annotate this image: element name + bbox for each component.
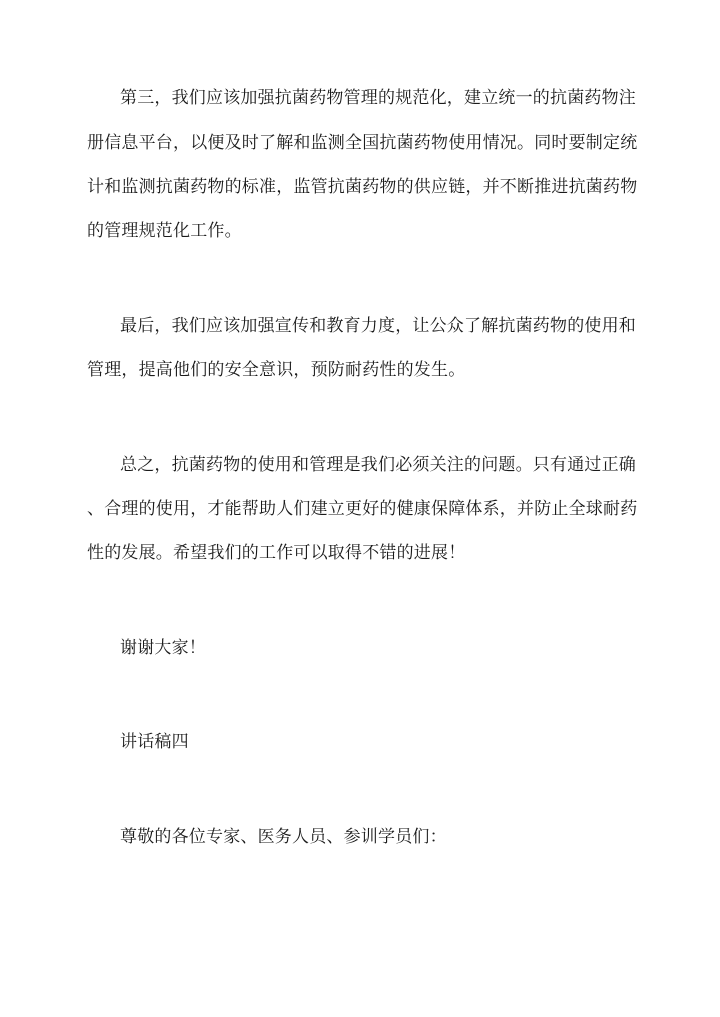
text-line: 性的发展。希望我们的工作可以取得不错的进展！ <box>87 543 466 563</box>
text-line: 谢谢大家！ <box>120 638 206 658</box>
text-line: 尊敬的各位专家、医务人员、参训学员们： <box>120 827 447 847</box>
text-line: 计和监测抗菌药物的标准，监管抗菌药物的供应链，并不断推进抗菌药物 <box>87 177 638 197</box>
text-line: 册信息平台，以便及时了解和监测全国抗菌药物使用情况。同时要制定统 <box>87 133 638 153</box>
text-line: 管理，提高他们的安全意识，预防耐药性的发生。 <box>87 360 466 380</box>
text-line: 、合理的使用，才能帮助人们建立更好的健康保障体系，并防止全球耐药 <box>87 499 638 519</box>
text-line: 最后，我们应该加强宣传和教育力度，让公众了解抗菌药物的使用和 <box>120 316 636 336</box>
text-line: 第三，我们应该加强抗菌药物管理的规范化，建立统一的抗菌药物注 <box>120 88 636 108</box>
text-line: 总之，抗菌药物的使用和管理是我们必须关注的问题。只有通过正确 <box>120 455 636 475</box>
text-line: 的管理规范化工作。 <box>87 221 242 241</box>
text-line: 讲话稿四 <box>120 732 189 752</box>
